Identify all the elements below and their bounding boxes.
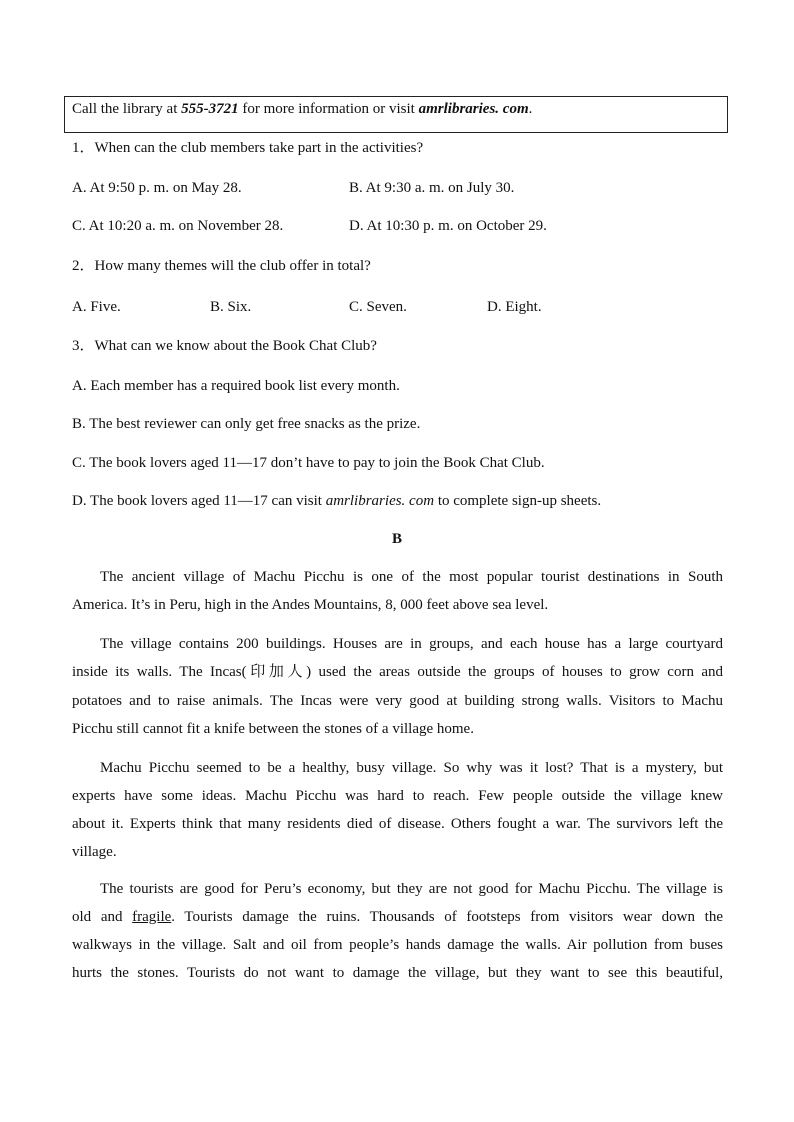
option-d-website: amrlibraries. com xyxy=(325,493,435,509)
passage-p3-line-3: about it. Experts think that many residents died of disease. Others fought a war. The survivors left the xyxy=(72,816,723,832)
notice-middle: for more information or visit xyxy=(238,101,419,117)
passage-p2-line-3: potatoes and to raise animals. The Incas were very good at building strong walls. Visitors to Machu xyxy=(72,693,723,709)
underlined-word-fragile: fragile xyxy=(132,909,172,925)
notice-prefix: Call the library at xyxy=(72,101,182,117)
passage-p2-line-4: Picchu still cannot fit a knife between the stones of a village home. xyxy=(72,721,474,737)
passage-p4-line-2 xyxy=(72,907,723,927)
passage-p4-line-4: hurts the stones. Tourists do not want to damage the village, but they want to see this beautiful, xyxy=(72,965,723,981)
question-3-option-d xyxy=(72,491,601,511)
notice-suffix: . xyxy=(528,101,533,117)
question-2-option-c: C. Seven. xyxy=(349,299,407,315)
question-3-option-c: C. The book lovers aged 11—17 don’t have to pay to join the Book Chat Club. xyxy=(72,455,545,471)
question-2-option-d: D. Eight. xyxy=(487,299,542,315)
passage-p3-line-1: Machu Picchu seemed to be a healthy, busy village. So why was it lost? That is a mystery, but xyxy=(100,760,723,776)
library-website: amrlibraries. com xyxy=(418,101,529,117)
passage-p1-line-1: The ancient village of Machu Picchu is one of the most popular tourist destinations in South xyxy=(100,569,723,585)
question-1-option-a: A. At 9:50 p. m. on May 28. xyxy=(72,180,242,196)
passage-p1-line-2: America. It’s in Peru, high in the Andes Mountains, 8, 000 feet above sea level. xyxy=(72,597,549,613)
question-2-stem: 2．How many themes will the club offer in total? xyxy=(72,258,371,274)
question-3-option-b: B. The best reviewer can only get free snacks as the prize. xyxy=(72,416,421,432)
question-2-option-a: A. Five. xyxy=(72,299,121,315)
passage-p2-line-2: inside its walls. The Incas(印加人) used the areas outside the groups of houses to grow corn and xyxy=(72,664,723,680)
passage-p2-line-1: The village contains 200 buildings. Houses are in groups, and each house has a large courtyard xyxy=(100,636,723,652)
passage-p4-line-1: The tourists are good for Peru’s economy, but they are not good for Machu Picchu. The village is xyxy=(100,881,723,897)
question-1-option-d: D. At 10:30 p. m. on October 29. xyxy=(349,218,547,234)
question-2-option-b: B. Six. xyxy=(210,299,252,315)
option-d-text-start: D. The book lovers aged 11—17 can visit xyxy=(72,493,326,509)
p4-line-2-end: . Tourists damage the ruins. Thousands of footsteps from visitors wear down the xyxy=(171,909,723,925)
passage-p4-line-3: walkways in the village. Salt and oil from people’s hands damage the walls. Air pollution from buses xyxy=(72,937,723,953)
library-contact-box xyxy=(64,96,728,133)
question-3-option-a: A. Each member has a required book list every month. xyxy=(72,378,400,394)
passage-p3-line-4: village. xyxy=(72,844,117,860)
question-1-stem: 1．When can the club members take part in the activities? xyxy=(72,140,424,156)
p4-line-2-start: old and xyxy=(72,909,133,925)
question-1-option-c: C. At 10:20 a. m. on November 28. xyxy=(72,218,284,234)
option-d-text-end: to complete sign-up sheets. xyxy=(434,493,602,509)
question-3-stem: 3．What can we know about the Book Chat Club? xyxy=(72,338,377,354)
question-1-option-b: B. At 9:30 a. m. on July 30. xyxy=(349,180,515,196)
passage-p3-line-2: experts have some ideas. Machu Picchu was hard to reach. Few people outside the village knew xyxy=(72,788,723,804)
library-phone-number: 555-3721 xyxy=(181,101,239,117)
section-heading-b: B xyxy=(391,531,402,547)
